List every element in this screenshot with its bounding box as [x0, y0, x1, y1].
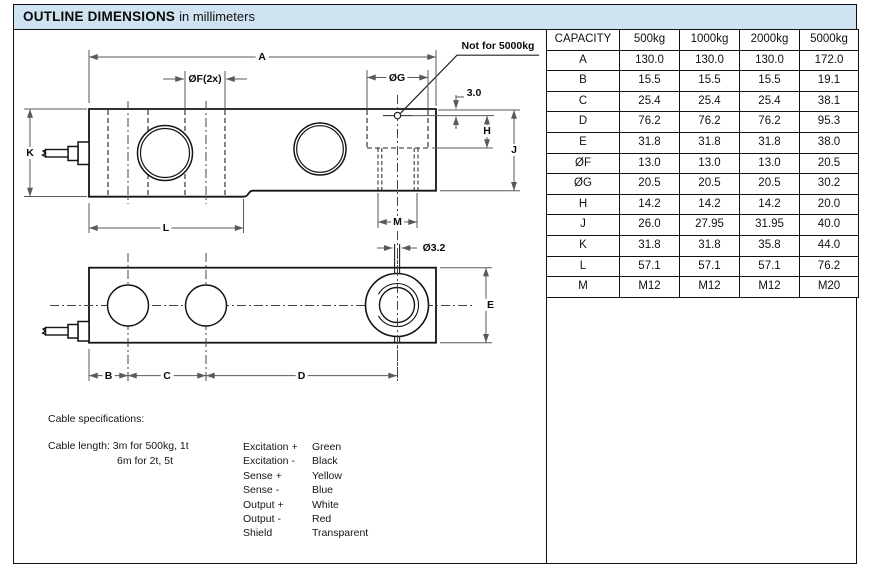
dim-value-cell: 40.0	[800, 215, 859, 236]
dim-value-cell: M20	[800, 277, 859, 298]
dim-name-cell: B	[547, 71, 620, 92]
dim-value-cell: 31.8	[740, 132, 800, 153]
dim-value-cell: 30.2	[800, 174, 859, 195]
dim-value-cell: 25.4	[680, 91, 740, 112]
wire-signal: Shield	[243, 527, 273, 540]
dim-label-e: E	[484, 299, 496, 311]
dim-value-cell: 20.0	[800, 194, 859, 215]
dim-value-cell: 57.1	[620, 256, 680, 277]
dim-value-cell: 14.2	[620, 194, 680, 215]
dim-label-a: A	[256, 51, 269, 63]
dim-value-cell: 31.8	[620, 132, 680, 153]
dim-name-cell: ØG	[547, 174, 620, 195]
section-header	[13, 4, 857, 30]
dim-value-cell: 76.2	[620, 112, 680, 133]
dim-value-cell: 20.5	[620, 174, 680, 195]
wire-color: Blue	[312, 484, 334, 497]
table-row	[547, 194, 859, 215]
dim-value-cell: 57.1	[680, 256, 740, 277]
section-title: OUTLINE DIMENSIONS	[23, 9, 176, 24]
dim-value-cell: 76.2	[740, 112, 800, 133]
wire-signal: Output +	[243, 498, 284, 511]
table-row	[547, 50, 859, 71]
dim-name-cell: ØF	[547, 153, 620, 174]
dim-value-cell: M12	[620, 277, 680, 298]
dim-value-cell: 19.1	[800, 71, 859, 92]
dim-value-cell: 44.0	[800, 235, 859, 256]
dim-value-cell: 31.95	[740, 215, 800, 236]
table-row	[547, 215, 859, 236]
wire-color: Black	[312, 455, 338, 468]
dim-name-cell: L	[547, 256, 620, 277]
dim-value-cell: 26.0	[620, 215, 680, 236]
dim-label-b: B	[102, 370, 115, 382]
dim-value-cell: 14.2	[740, 194, 800, 215]
dim-value-cell: 38.0	[800, 132, 859, 153]
dim-name-cell: A	[547, 50, 620, 71]
column-header: 1000kg	[680, 30, 740, 51]
dim-value-cell: 25.4	[620, 91, 680, 112]
wire-signal: Sense +	[243, 469, 282, 482]
wiring-row	[243, 498, 368, 512]
dim-label-k: K	[24, 147, 37, 159]
dim-label-dia-slot: Ø3.2	[422, 241, 446, 254]
dim-value-cell: 13.0	[680, 153, 740, 174]
dim-value-cell: 95.3	[800, 112, 859, 133]
wire-signal: Output -	[243, 513, 281, 526]
dim-value-cell: 38.1	[800, 91, 859, 112]
cable-length-line2: 6m for 2t, 5t	[117, 454, 174, 467]
wire-color: Green	[312, 441, 342, 453]
dim-value-cell: 76.2	[800, 256, 859, 277]
dim-name-cell: H	[547, 194, 620, 215]
column-header: 2000kg	[740, 30, 800, 51]
table-row	[547, 277, 859, 298]
dim-label-m: M	[391, 216, 405, 228]
dim-value-cell: 15.5	[740, 71, 800, 92]
table-header-row	[547, 30, 859, 51]
dim-value-cell: M12	[680, 277, 740, 298]
table-row	[547, 153, 859, 174]
cable-length-line1: Cable length: 3m for 500kg, 1t	[48, 440, 189, 452]
wiring-row	[243, 483, 368, 497]
dim-value-cell: 20.5	[740, 174, 800, 195]
dim-value-cell: 130.0	[620, 50, 680, 71]
dim-label-c: C	[161, 370, 174, 382]
dim-value-cell: 13.0	[740, 153, 800, 174]
table-row	[547, 91, 859, 112]
dim-value-cell: 15.5	[680, 71, 740, 92]
wire-color: White	[312, 498, 339, 511]
dim-value-cell: 20.5	[800, 153, 859, 174]
table-row	[547, 174, 859, 195]
dim-value-cell: 27.95	[680, 215, 740, 236]
column-header: 5000kg	[800, 30, 859, 51]
dim-name-cell: D	[547, 112, 620, 133]
dim-label-j: J	[509, 144, 520, 156]
column-header: 500kg	[620, 30, 680, 51]
wiring-table	[243, 440, 368, 541]
dim-name-cell: E	[547, 132, 620, 153]
note-not-for-5000kg: Not for 5000kg	[461, 39, 535, 52]
dim-value-cell: 130.0	[680, 50, 740, 71]
dim-value-cell: 31.8	[680, 132, 740, 153]
dim-value-cell: 31.8	[680, 235, 740, 256]
wire-color: Yellow	[312, 469, 342, 482]
dim-name-cell: K	[547, 235, 620, 256]
wiring-row	[243, 454, 368, 468]
dim-value-cell: 57.1	[740, 256, 800, 277]
table-row	[547, 112, 859, 133]
dim-label-hole-depth: 3.0	[466, 87, 482, 99]
wire-color: Transparent	[312, 527, 369, 540]
dim-name-cell: M	[547, 277, 620, 298]
table-row	[547, 132, 859, 153]
dim-label-h: H	[481, 125, 494, 137]
dim-value-cell: 20.5	[680, 174, 740, 195]
wire-signal: Sense -	[243, 484, 280, 497]
column-header: CAPACITY	[547, 30, 620, 51]
table-row	[547, 71, 859, 92]
dim-label-f: ØF(2x)	[188, 73, 222, 85]
table-row	[547, 256, 859, 277]
dim-value-cell: 31.8	[620, 235, 680, 256]
dim-value-cell: M12	[740, 277, 800, 298]
dim-name-cell: C	[547, 91, 620, 112]
wiring-row	[243, 440, 368, 454]
section-subtitle: in millimeters	[179, 9, 255, 24]
dimension-table	[546, 29, 859, 298]
dim-label-d: D	[295, 370, 308, 382]
dim-label-g: ØG	[386, 72, 407, 84]
dim-value-cell: 76.2	[680, 112, 740, 133]
dim-value-cell: 25.4	[740, 91, 800, 112]
wiring-row	[243, 526, 368, 540]
dim-value-cell: 14.2	[680, 194, 740, 215]
dim-value-cell: 13.0	[620, 153, 680, 174]
wire-color: Red	[312, 513, 332, 526]
wire-signal: Excitation -	[243, 455, 295, 468]
dim-value-cell: 15.5	[620, 71, 680, 92]
cable-spec-heading: Cable specifications:	[48, 413, 145, 425]
dim-value-cell: 35.8	[740, 235, 800, 256]
dim-value-cell: 130.0	[740, 50, 800, 71]
wiring-row	[243, 512, 368, 526]
dim-value-cell: 172.0	[800, 50, 859, 71]
wire-signal: Excitation +	[243, 441, 298, 453]
wiring-row	[243, 469, 368, 483]
table-row	[547, 235, 859, 256]
dim-label-l: L	[160, 222, 171, 234]
dim-name-cell: J	[547, 215, 620, 236]
